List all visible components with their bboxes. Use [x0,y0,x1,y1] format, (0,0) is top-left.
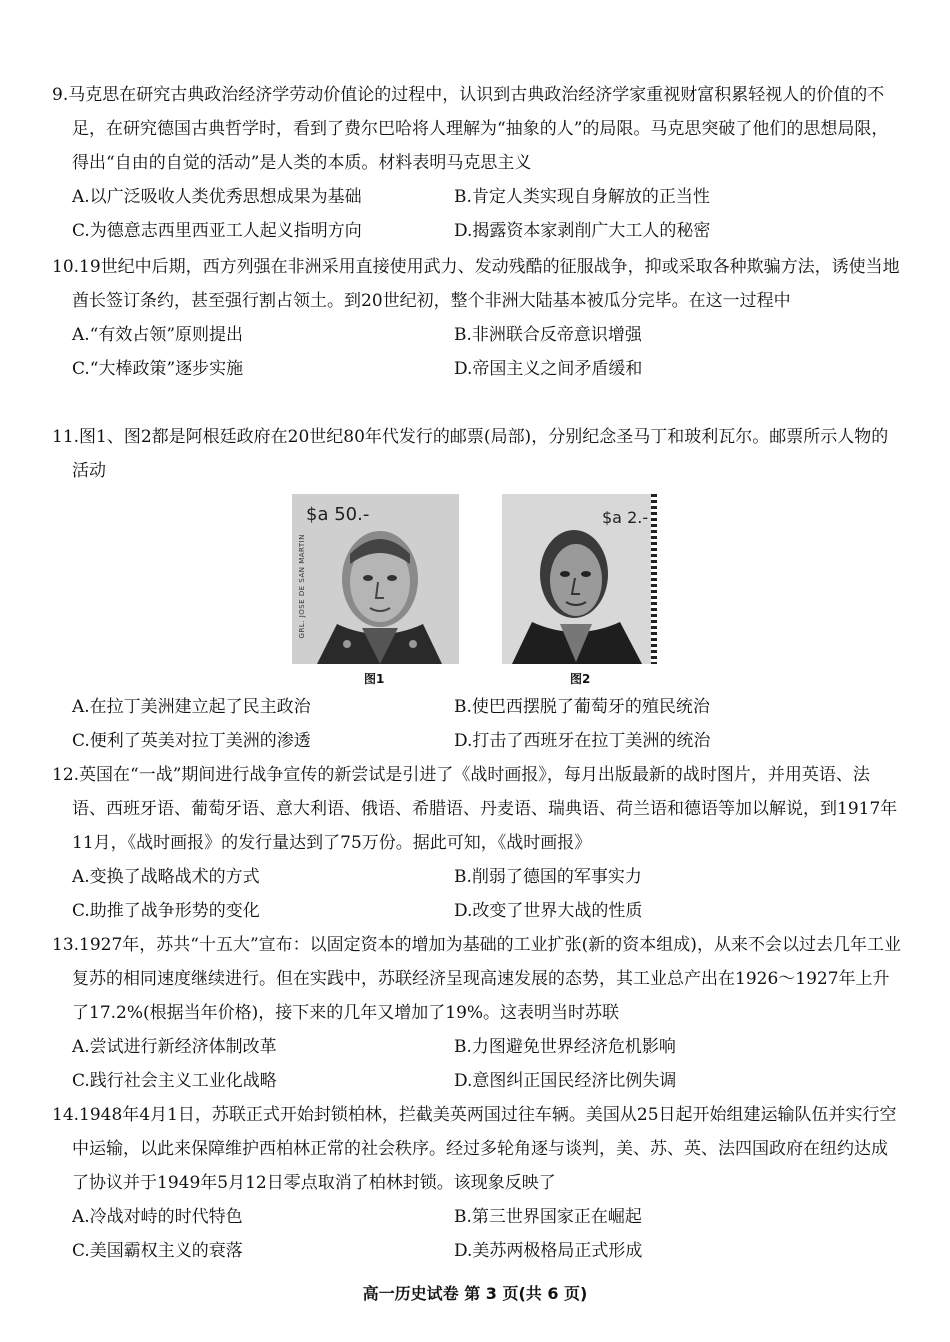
portrait-illustration [502,494,657,664]
option-d: D.揭露资本家剥削广大工人的秘密 [454,221,711,241]
stamp-figures [292,494,662,694]
question-11-options [52,690,902,758]
option-c: C.为德意志西里西亚工人起义指明方向 [72,221,362,241]
page-footer: 高一历史试卷 第 3 页(共 6 页) [362,1284,588,1303]
options-row [52,180,902,214]
option-d: D.美苏两极格局正式形成 [454,1241,643,1261]
question-14 [52,1098,902,1268]
figure-caption: 图1 [364,672,385,686]
option-d: D.帝国主义之间矛盾缓和 [454,359,643,379]
option-d: D.改变了世界大战的性质 [454,901,643,921]
option-a: A.在拉丁美洲建立起了民主政治 [72,697,311,717]
question-11 [52,420,902,488]
stamp-perforation [651,494,657,664]
option-b: B.使巴西摆脱了葡萄牙的殖民统治 [454,697,710,717]
option-b: B.肯定人类实现自身解放的正当性 [454,187,710,207]
option-a: A.变换了战略战术的方式 [72,867,260,887]
options-row [52,1200,902,1234]
options-row [52,1064,902,1098]
options-row [52,352,902,386]
san-martin-stamp [292,494,459,664]
option-b: B.削弱了德国的军事实力 [454,867,642,887]
bolivar-stamp [502,494,657,664]
question-stem: 11.图1、图2都是阿根廷政府在20世纪80年代发行的邮票(局部)，分别纪念圣马丁和玻利瓦尔。邮票所示人物的活动 [52,427,889,481]
question-stem: 12.英国在“一战”期间进行战争宣传的新尝试是引进了《战时画报》，每月出版最新的战时图片，并用英语、法语、西班牙语、葡萄牙语、意大利语、俄语、希腊语、丹麦语、瑞典语、荷兰语和德语等加以解说，到1917年11月，《战时画报》的发行量达到了75万份。据此可知，《战时画报》 [52,765,898,853]
options-row [52,1234,902,1268]
option-d: D.打击了西班牙在拉丁美洲的统治 [454,731,711,751]
stamp-vertical-text: GRL. JOSE DE SAN MARTIN [298,534,306,639]
options-row [52,894,902,928]
stamp-denomination: $a 2.- [602,508,649,527]
option-a: A.尝试进行新经济体制改革 [72,1037,277,1057]
options-row [52,690,902,724]
question-9 [52,78,902,248]
option-c: C.“大棒政策”逐步实施 [72,359,244,379]
option-c: C.便利了英美对拉丁美洲的渗透 [72,731,311,751]
option-b: B.力图避免世界经济危机影响 [454,1037,676,1057]
stamp-denomination: $a 50.- [306,504,370,525]
question-stem: 10.19世纪中后期，西方列强在非洲采用直接使用武力、发动残酷的征服战争，抑或采取各种欺骗方法，诱使当地酋长签订条约，甚至强行割占领土。到20世纪初，整个非洲大陆基本被瓜分完毕。在这一过程中 [52,257,900,311]
figure-caption: 图2 [570,672,591,686]
options-row [52,214,902,248]
question-12 [52,758,902,928]
question-10 [52,250,902,386]
question-stem: 9.马克思在研究古典政治经济学劳动价值论的过程中，认识到古典政治经济学家重视财富积累轻视人的价值的不足，在研究德国古典哲学时，看到了费尔巴哈将人理解为“抽象的人”的局限。马克思突破了他们的思想局限，得出“自由的自觉的活动”是人类的本质。材料表明马克思主义 [52,85,889,173]
question-13 [52,928,902,1098]
option-c: C.助推了战争形势的变化 [72,901,260,921]
question-stem: 13.1927年，苏共“十五大”宣布：以固定资本的增加为基础的工业扩张(新的资本组成)，从来不会以过去几年工业复苏的相同速度继续进行。但在实践中，苏联经济呈现高速发展的态势，其工业总产出在1926～1927年上升了17.2%(根据当年价格)，接下来的几年又增加了19%。这表明当时苏联 [52,935,901,1023]
option-a: A.“有效占领”原则提出 [72,325,244,345]
options-row [52,318,902,352]
option-c: C.践行社会主义工业化战略 [72,1071,277,1091]
stamp-figure-2 [502,494,657,686]
option-d: D.意图纠正国民经济比例失调 [454,1071,677,1091]
portrait-illustration [292,494,459,664]
option-a: A.冷战对峙的时代特色 [72,1207,243,1227]
question-stem: 14.1948年4月1日，苏联正式开始封锁柏林，拦截美英两国过往车辆。美国从25日起开始组建运输队伍并实行空中运输，以此来保障维护西柏林正常的社会秩序。经过多轮角逐与谈判，美、苏、英、法四国政府在纽约达成了协议并于1949年5月12日零点取消了柏林封锁。该现象反映了 [52,1105,897,1193]
option-b: B.第三世界国家正在崛起 [454,1207,642,1227]
option-c: C.美国霸权主义的衰落 [72,1241,243,1261]
stamp-figure-1 [292,494,459,686]
options-row [52,724,902,758]
option-b: B.非洲联合反帝意识增强 [454,325,642,345]
option-a: A.以广泛吸收人类优秀思想成果为基础 [72,187,362,207]
options-row [52,1030,902,1064]
options-row [52,860,902,894]
